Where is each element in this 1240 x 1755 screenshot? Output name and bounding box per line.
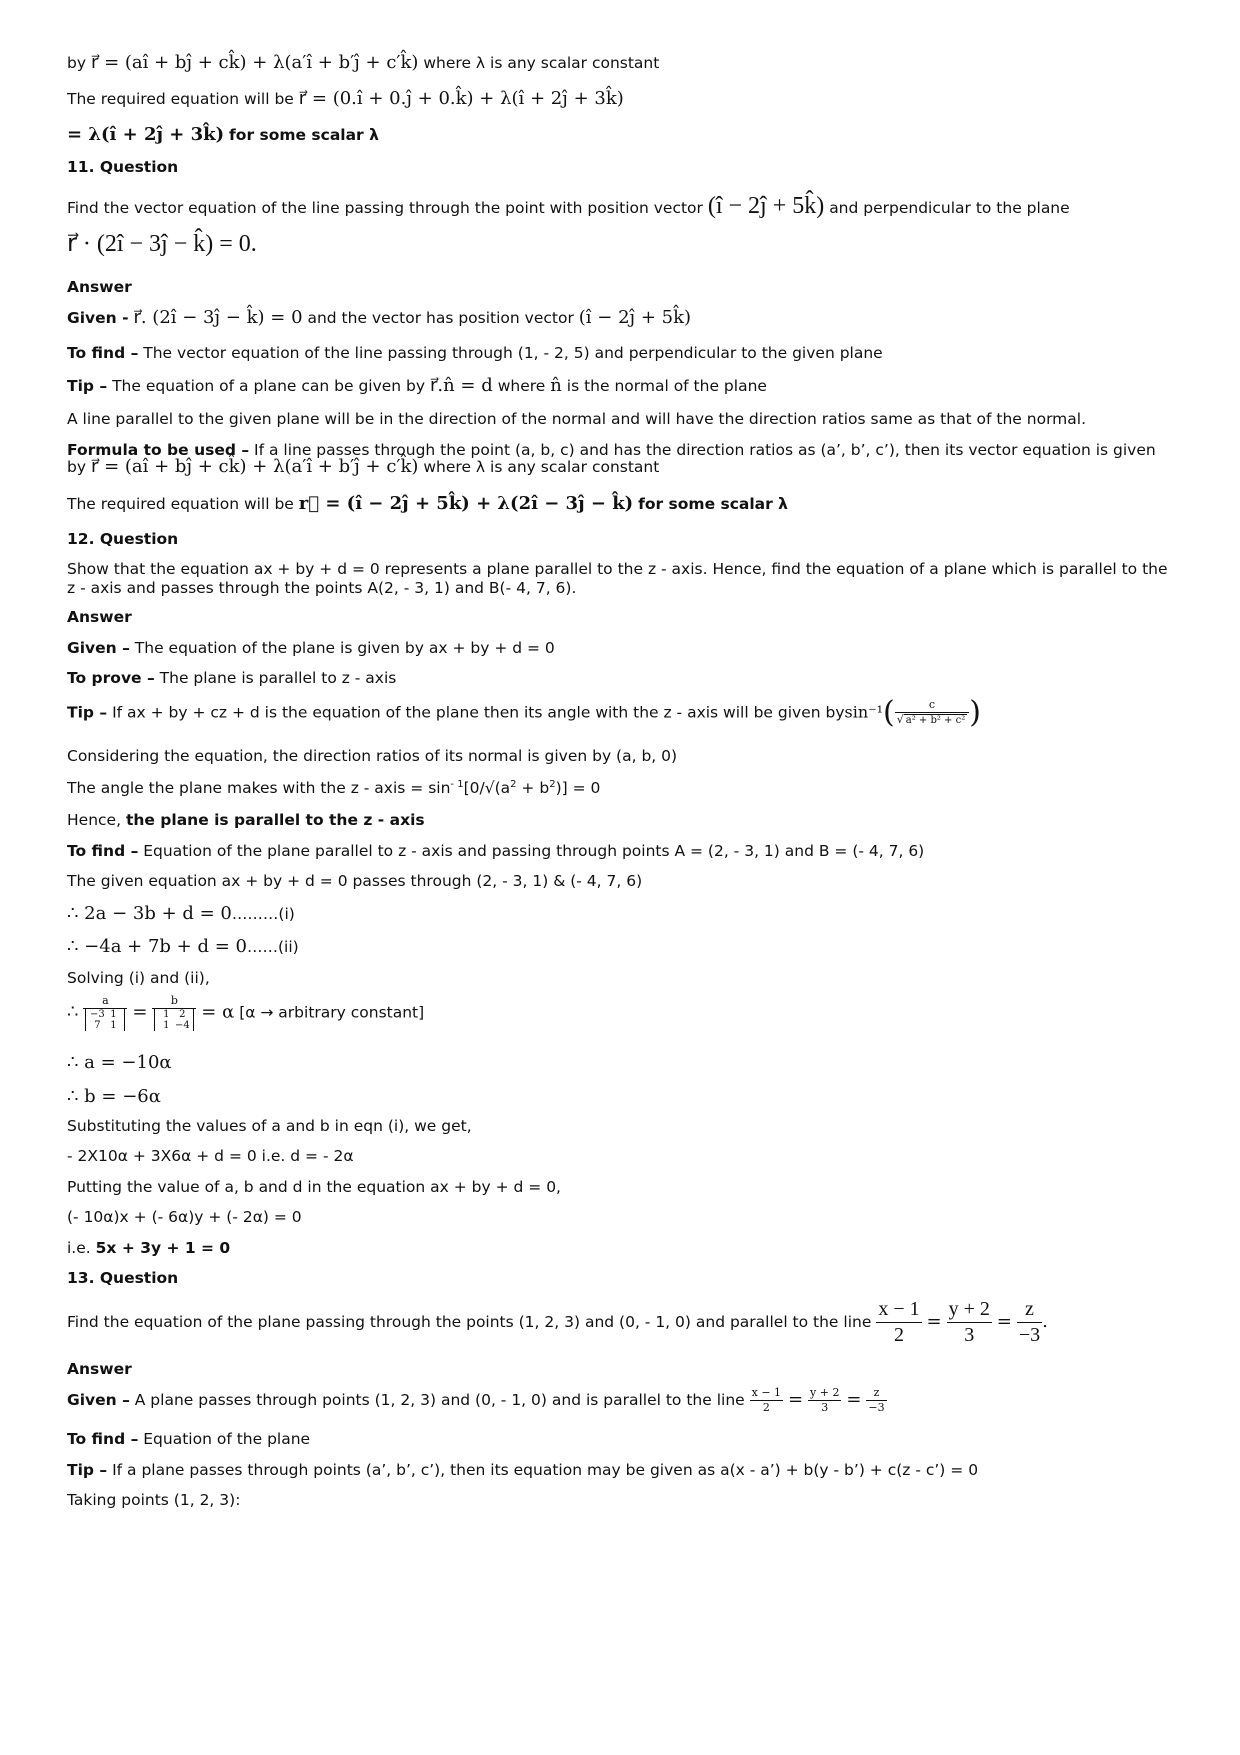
angle-line: The angle the plane makes with the z - axis = $\sin^{- 1}[0/√(a^2 + b^2)] = 0$ xyxy=(67,779,601,797)
to-prove-line: To prove – The plane is parallel to z - axis xyxy=(67,669,397,687)
formula-line: Formula to be used – If a line passes through the point (a, b, c) and has the direction ratios as (a’, b’, c’), then its vector equation is given xyxy=(67,441,1156,459)
ratio-line: ∴ a −3 1 7 1 = b 1 2 1 −4 = α [α → arbitrary constant] xyxy=(67,994,425,1031)
required-equation-line: The required equation will be r⃗ = (0.î + 0.ĵ + 0.k̂) + λ(î + 2ĵ + 3k̂) xyxy=(67,88,624,109)
equation-i: ∴ 2a − 3b + d = 0………(i) xyxy=(67,903,295,924)
b-value: ∴ b = −6α xyxy=(67,1086,161,1107)
determinant-2: 1 2 1 −4 xyxy=(154,1009,194,1031)
equation-ii: ∴ −4a + 7b + d = 0……(ii) xyxy=(67,936,299,957)
explanation-text: A line parallel to the given plane will be in the direction of the normal and will have the direction ratios same as that of the normal. xyxy=(67,410,1087,428)
given-line: Given - r⃗. (2î − 3ĵ − k̂) = 0 and the vector has position vector (î − 2ĵ + 5k̂) xyxy=(67,307,692,328)
required-equation-line: The required equation will be r⃗ = (î − 2ĵ + 5k̂) + λ(2î − 3ĵ − k̂) for some scalar λ xyxy=(67,493,788,514)
question-text: Find the vector equation of the line passing through the point with position vector (î − 2ĵ + 5k̂) and perpendicular to the plane xyxy=(67,193,1070,219)
line-equation: r⃗ = (aî + bĵ + ck̂) + λ(a′î + b′ĵ + c′k̂) xyxy=(90,52,419,73)
explanation-text: Considering the equation, the direction ratios of its normal is given by (a, b, 0) xyxy=(67,747,678,765)
to-find-line: To find – The vector equation of the line passing through (1, - 2, 5) and perpendicular to the given plane xyxy=(67,344,883,362)
formula-line: by r⃗ = (aî + bĵ + ck̂) + λ(a′î + b′ĵ + c′k̂) where λ is any scalar constant xyxy=(67,52,660,73)
to-find-line: To find – Equation of the plane parallel to z - axis and passing through points A = (2, - 3, 1) and B = (- 4, 7, 6) xyxy=(67,842,925,860)
question-heading: 11. Question xyxy=(67,158,179,176)
plane-equation: r⃗ · (2î − 3ĵ − k̂) = 0. xyxy=(67,231,257,257)
given-line: Given – The equation of the plane is given by ax + by + d = 0 xyxy=(67,639,555,657)
to-find-line: To find – Equation of the plane xyxy=(67,1430,311,1448)
formula-line-2: by r⃗ = (aî + bĵ + ck̂) + λ(a′î + b′ĵ + c′k̂) where λ is any scalar constant xyxy=(67,456,660,477)
position-vector: (î − 2ĵ + 5k̂) xyxy=(707,193,825,219)
tip-line: Tip – If ax + by + cz + d is the equation of the plane then its angle with the z - axis will be given bysin⁻¹( $\frac{c}{\text{√ a² + b² + c²}}$ ) xyxy=(67,695,981,730)
final-answer: i.e. 5x + 3y + 1 = 0 xyxy=(67,1239,231,1257)
hence-line: Hence, the plane is parallel to the z - axis xyxy=(67,811,425,829)
question-text: Find the equation of the plane passing through the points (1, 2, 3) and (0, - 1, 0) and parallel to the line $\frac{x - 1}{2}$ = $\frac{y + 2}{3}$ = $\frac{z}{-3}$ . xyxy=(67,1298,1048,1346)
determinant-1: −3 1 7 1 xyxy=(85,1009,125,1031)
question-heading: 12. Question xyxy=(67,530,179,548)
question-text: Show that the equation ax + by + d = 0 represents a plane parallel to the z - axis. Hence, find the equation of a plane which is parallel to the z - axis and passes through the points A(2, - 3, 1) and B(- 4, 7, 6). xyxy=(67,560,1168,598)
explanation-text: Putting the value of a, b and d in the equation ax + by + d = 0, xyxy=(67,1178,561,1196)
explanation-text: Substituting the values of a and b in eqn (i), we get, xyxy=(67,1117,472,1135)
solving-line: Solving (i) and (ii), xyxy=(67,969,210,987)
equation: = λ(î + 2ĵ + 3k̂) xyxy=(67,124,225,145)
answer-label: Answer xyxy=(67,278,132,296)
explanation-text: Taking points (1, 2, 3): xyxy=(67,1491,241,1509)
answer-label: Answer xyxy=(67,608,132,626)
expanded-equation: (- 10α)x + (- 6α)y + (- 2α) = 0 xyxy=(67,1208,302,1226)
given-line: Given – A plane passes through points (1, 2, 3) and (0, - 1, 0) and is parallel to the line $\frac{x - 1}{2}$ = $\frac{y + 2}{3}$ = $\frac{z}{-3}$ xyxy=(67,1386,885,1414)
tip-line: Tip – The equation of a plane can be given by r⃗.n̂ = d where n̂ is the normal of the plane xyxy=(67,375,767,396)
answer-label: Answer xyxy=(67,1360,132,1378)
explanation-text: The given equation ax + by + d = 0 passes through (2, - 3, 1) & (- 4, 7, 6) xyxy=(67,872,643,890)
d-calc: - 2X10α + 3X6α + d = 0 i.e. d = - 2α xyxy=(67,1147,354,1165)
equation: r⃗ = (0.î + 0.ĵ + 0.k̂) + λ(î + 2ĵ + 3k̂) xyxy=(298,88,624,109)
question-heading: 13. Question xyxy=(67,1269,179,1287)
a-value: ∴ a = −10α xyxy=(67,1052,172,1073)
result-line: = λ(î + 2ĵ + 3k̂) for some scalar λ xyxy=(67,124,379,145)
tip-line: Tip – If a plane passes through points (a’, b’, c’), then its equation may be given as a(x - a’) + b(y - b’) + c(z - c’) = 0 xyxy=(67,1461,979,1479)
